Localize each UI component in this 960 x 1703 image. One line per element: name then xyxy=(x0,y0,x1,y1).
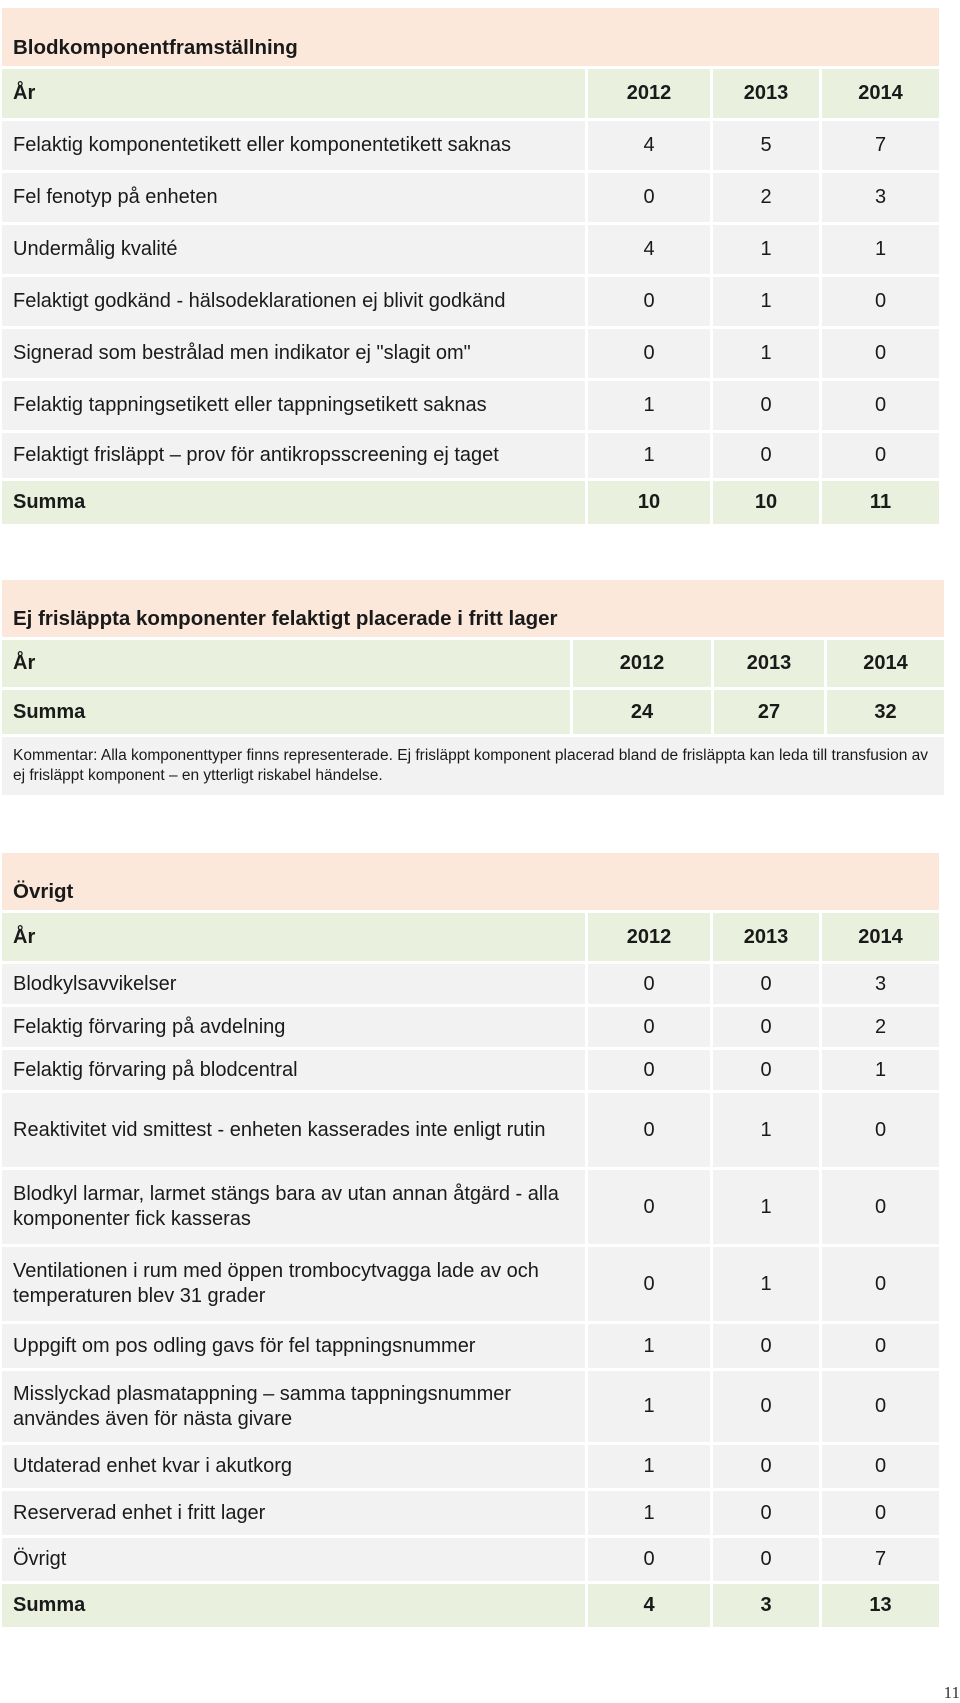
table-title: Övrigt xyxy=(2,853,939,910)
sum-value-2014: 11 xyxy=(822,481,939,524)
sum-value-2012: 24 xyxy=(573,690,711,734)
table-row xyxy=(2,381,939,430)
table-header-row xyxy=(2,69,939,118)
table-row xyxy=(2,1371,939,1442)
table-row xyxy=(2,1007,939,1047)
table-row xyxy=(2,433,939,478)
table-header-row xyxy=(2,640,944,687)
row-value-2013: 0 xyxy=(713,433,819,478)
header-year-2013: 2013 xyxy=(714,640,824,687)
row-value-2012: 0 xyxy=(588,1093,710,1167)
row-value-2014: 0 xyxy=(822,1093,939,1167)
table-sum-row xyxy=(2,690,944,734)
table-ovrigt xyxy=(2,853,939,1627)
table-row xyxy=(2,173,939,222)
row-value-2013: 0 xyxy=(713,1050,819,1090)
row-value-2012: 1 xyxy=(588,433,710,478)
row-value-2013: 0 xyxy=(713,1371,819,1442)
row-value-2013: 0 xyxy=(713,1445,819,1488)
row-value-2012: 0 xyxy=(588,173,710,222)
row-label: Fel fenotyp på enheten xyxy=(2,173,585,222)
sum-label: Summa xyxy=(2,1584,585,1627)
row-value-2014: 7 xyxy=(822,1538,939,1581)
table-row xyxy=(2,1538,939,1581)
row-value-2012: 4 xyxy=(588,225,710,274)
sum-value-2013: 3 xyxy=(713,1584,819,1627)
header-year-2013: 2013 xyxy=(713,69,819,118)
header-year-2012: 2012 xyxy=(588,69,710,118)
table-row xyxy=(2,1445,939,1488)
row-value-2013: 1 xyxy=(713,1247,819,1321)
row-label: Uppgift om pos odling gavs för fel tappningsnummer xyxy=(2,1324,585,1368)
header-year-2013: 2013 xyxy=(713,913,819,961)
row-value-2013: 1 xyxy=(713,1093,819,1167)
row-value-2013: 0 xyxy=(713,1324,819,1368)
comment-row xyxy=(2,737,944,795)
row-label: Blodkylsavvikelser xyxy=(2,964,585,1004)
row-value-2012: 0 xyxy=(588,329,710,378)
table-sum-row xyxy=(2,1584,939,1627)
row-value-2013: 0 xyxy=(713,1491,819,1535)
table-title: Blodkomponentframställning xyxy=(2,8,939,66)
row-value-2012: 1 xyxy=(588,1371,710,1442)
row-value-2012: 0 xyxy=(588,277,710,326)
row-label: Felaktig komponentetikett eller komponentetikett saknas xyxy=(2,121,585,170)
row-label: Felaktig förvaring på avdelning xyxy=(2,1007,585,1047)
table-ej-frislappta xyxy=(2,580,944,795)
sum-value-2012: 4 xyxy=(588,1584,710,1627)
row-label: Ventilationen i rum med öppen trombocytvagga lade av och temperaturen blev 31 grader xyxy=(2,1247,585,1321)
row-value-2014: 3 xyxy=(822,173,939,222)
row-value-2014: 7 xyxy=(822,121,939,170)
row-value-2012: 0 xyxy=(588,1170,710,1244)
table-row xyxy=(2,1170,939,1244)
row-label: Signerad som bestrålad men indikator ej "slagit om" xyxy=(2,329,585,378)
row-label: Felaktigt frisläppt – prov för antikropsscreening ej taget xyxy=(2,433,585,478)
row-value-2013: 1 xyxy=(713,277,819,326)
sum-value-2014: 32 xyxy=(827,690,944,734)
row-value-2014: 3 xyxy=(822,964,939,1004)
header-year-2012: 2012 xyxy=(588,913,710,961)
row-value-2013: 0 xyxy=(713,381,819,430)
row-label: Reserverad enhet i fritt lager xyxy=(2,1491,585,1535)
table-title: Ej frisläppta komponenter felaktigt placerade i fritt lager xyxy=(2,580,944,637)
row-value-2014: 0 xyxy=(822,329,939,378)
row-value-2013: 0 xyxy=(713,1007,819,1047)
row-label: Felaktig förvaring på blodcentral xyxy=(2,1050,585,1090)
table-sum-row xyxy=(2,481,939,524)
row-value-2012: 1 xyxy=(588,1445,710,1488)
row-value-2014: 0 xyxy=(822,1371,939,1442)
row-label: Misslyckad plasmatappning – samma tappningsnummer användes även för nästa givare xyxy=(2,1371,585,1442)
row-value-2012: 1 xyxy=(588,1324,710,1368)
table-row xyxy=(2,1324,939,1368)
row-value-2014: 1 xyxy=(822,225,939,274)
sum-label: Summa xyxy=(2,690,570,734)
row-value-2012: 0 xyxy=(588,1007,710,1047)
table-title-row xyxy=(2,853,939,910)
table-row xyxy=(2,1247,939,1321)
table-row xyxy=(2,277,939,326)
row-value-2013: 1 xyxy=(713,329,819,378)
sum-value-2013: 27 xyxy=(714,690,824,734)
row-label: Utdaterad enhet kvar i akutkorg xyxy=(2,1445,585,1488)
row-value-2012: 1 xyxy=(588,1491,710,1535)
row-value-2012: 0 xyxy=(588,1247,710,1321)
header-year-2014: 2014 xyxy=(822,69,939,118)
row-value-2014: 2 xyxy=(822,1007,939,1047)
table-title-row xyxy=(2,8,939,66)
sum-value-2013: 10 xyxy=(713,481,819,524)
row-value-2014: 0 xyxy=(822,1445,939,1488)
page-number: 11 xyxy=(943,1683,960,1702)
row-value-2013: 5 xyxy=(713,121,819,170)
table-header-row xyxy=(2,913,939,961)
table-blodkomponentframstallning xyxy=(2,8,939,524)
table-row xyxy=(2,1491,939,1535)
sum-value-2014: 13 xyxy=(822,1584,939,1627)
row-value-2012: 4 xyxy=(588,121,710,170)
table-row xyxy=(2,964,939,1004)
table-title-row xyxy=(2,580,944,637)
row-label: Övrigt xyxy=(2,1538,585,1581)
sum-value-2012: 10 xyxy=(588,481,710,524)
row-value-2012: 0 xyxy=(588,1538,710,1581)
row-value-2013: 1 xyxy=(713,1170,819,1244)
row-label: Felaktig tappningsetikett eller tappningsetikett saknas xyxy=(2,381,585,430)
header-year-label: År xyxy=(2,913,585,961)
header-year-2014: 2014 xyxy=(827,640,944,687)
row-value-2012: 0 xyxy=(588,964,710,1004)
row-value-2013: 0 xyxy=(713,1538,819,1581)
table-row xyxy=(2,121,939,170)
row-value-2012: 0 xyxy=(588,1050,710,1090)
row-value-2013: 0 xyxy=(713,964,819,1004)
row-value-2014: 1 xyxy=(822,1050,939,1090)
row-label: Blodkyl larmar, larmet stängs bara av utan annan åtgärd - alla komponenter fick kasseras xyxy=(2,1170,585,1244)
row-value-2014: 0 xyxy=(822,277,939,326)
table-row xyxy=(2,1093,939,1167)
row-value-2014: 0 xyxy=(822,1170,939,1244)
row-label: Felaktigt godkänd - hälsodeklarationen ej blivit godkänd xyxy=(2,277,585,326)
table-row xyxy=(2,1050,939,1090)
table-row xyxy=(2,329,939,378)
row-value-2014: 0 xyxy=(822,1247,939,1321)
header-year-2012: 2012 xyxy=(573,640,711,687)
row-value-2014: 0 xyxy=(822,1324,939,1368)
row-value-2014: 0 xyxy=(822,381,939,430)
row-label: Reaktivitet vid smittest - enheten kasserades inte enligt rutin xyxy=(2,1093,585,1167)
sum-label: Summa xyxy=(2,481,585,524)
row-value-2013: 1 xyxy=(713,225,819,274)
row-value-2014: 0 xyxy=(822,1491,939,1535)
header-year-2014: 2014 xyxy=(822,913,939,961)
row-value-2014: 0 xyxy=(822,433,939,478)
row-label: Undermålig kvalité xyxy=(2,225,585,274)
table-row xyxy=(2,225,939,274)
comment-text: Kommentar: Alla komponenttyper finns representerade. Ej frisläppt komponent placerad bland de frisläppta kan leda till transfusion av ej frisläppt komponent – en ytterligt riskabel händelse. xyxy=(2,737,944,795)
row-value-2013: 2 xyxy=(713,173,819,222)
row-value-2012: 1 xyxy=(588,381,710,430)
header-year-label: År xyxy=(2,69,585,118)
header-year-label: År xyxy=(2,640,570,687)
